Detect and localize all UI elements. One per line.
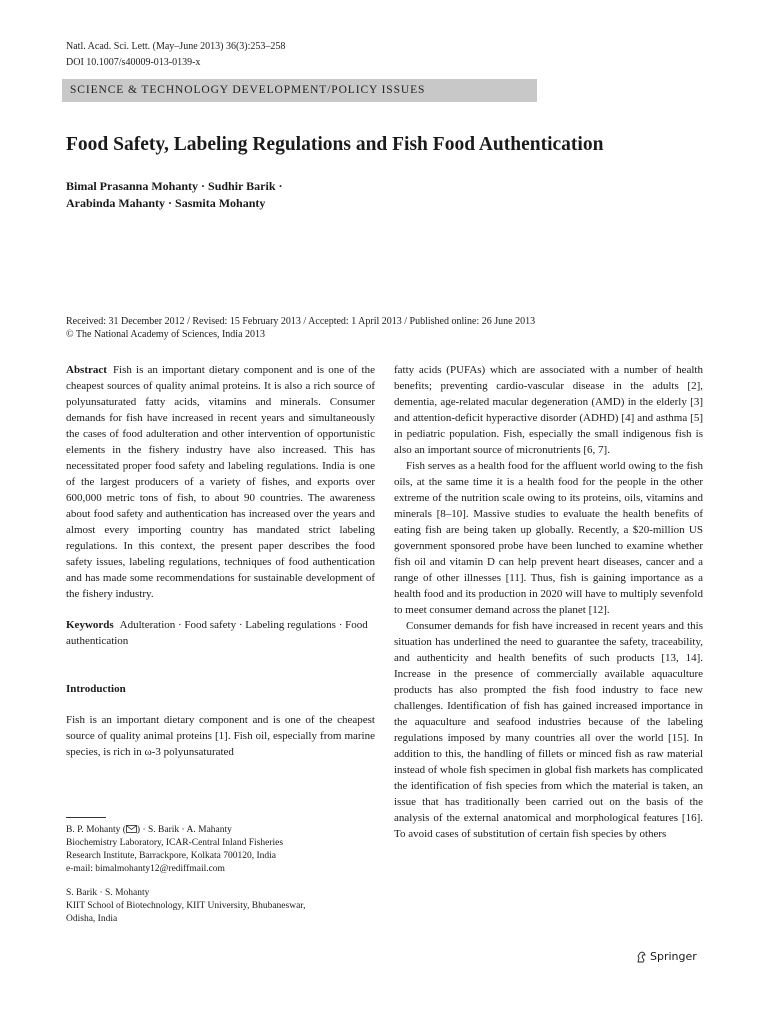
introduction-heading: Introduction <box>66 683 126 695</box>
keywords <box>66 617 375 649</box>
abstract-label: Abstract <box>66 364 107 376</box>
springer-horse-icon <box>636 951 647 963</box>
publisher-name: Springer <box>650 950 697 963</box>
body-paragraph-2: Fish serves as a health food for the affluent world owing to the fish oils, at the same time it is a health food for the people in the other extreme of the nutrition scale owing to its proteins, oils, vitamins and minerals [8–10]. Massive studies to evaluate the health benefits of eating fish are being taken up globally. Recently, a $20-million US government sponsored probe have been lunched to examine whether fish oil and vitamin D can help prevent heart diseases, cancer and a range of other illnesses [11]. Thus, fish is gaining importance as a health food and its production in 2020 will have to multiply sevenfold to meet consumer demand across the planet [12]. <box>394 460 703 616</box>
affiliation-2-dept: KIIT School of Biotechnology, KIIT University, Bhubaneswar, <box>66 901 306 911</box>
affiliation-1 <box>66 824 283 876</box>
authors-line-2: Arabinda Mahanty · Sasmita Mohanty <box>66 196 266 210</box>
author-list <box>66 178 283 212</box>
abstract <box>66 362 375 602</box>
affiliation-1-dept: Biochemistry Laboratory, ICAR-Central Inland Fisheries <box>66 838 284 848</box>
footnote-rule <box>66 817 106 818</box>
copyright: © The National Academy of Sciences, India 2013 <box>66 329 266 340</box>
affiliation-2 <box>66 887 305 926</box>
introduction-text: Fish is an important dietary component and is one of the cheapest source of quality animal proteins [1]. Fish oil, especially from marine species, is rich in ω-3 polyunsaturated <box>66 714 375 758</box>
affiliation-1-address: Research Institute, Barrackpore, Kolkata 700120, India <box>66 851 276 861</box>
abstract-text: Fish is an important dietary component and is one of the cheapest sources of quality animal proteins. It is also a rich source of polyunsaturated fatty acids, vitamins and minerals. Consumer demands for fish have increased in recent years and simultaneously the cases of food adulteration and other intervention of opportunistic elements in the fishery industry have also increased. This has necessitated proper food safety and labeling regulations. India is one of the largest producers of a variety of fishes, and exports over 600,000 metric tons of fish, to about 90 countries. The awareness about food safety and authentication has increased over the years and almost every importing country has mandated strict labeling regulations. In this context, the present paper describes the food safety issues, labeling regulations, techniques of food authentication and has made some recommendations for sustainable development of the fishery industry. <box>66 364 375 600</box>
publisher-logo <box>636 950 697 964</box>
keywords-text: Adulteration · Food safety · Labeling regulations · Food authentication <box>66 619 368 647</box>
body-paragraph-3: Consumer demands for fish have increased in recent years and this situation has underlined the need to guarantee the safety, traceability, and authenticity and health benefits of such products [13, 14]. Increase in the presence of commercially available aquaculture products has also prompted the fish food industry to face new challenges. Identification of fish has gained increased importance in the aquaculture and seafood industries because of the labeling regulations imposed by many countries all over the world [15]. In addition to this, the handling of fillets or minced fish as raw material instead of whole fish specimen in global fish markets has complicated the identification of fish species from which the material is taken, an issue that has traditionally been carried out on the basis of the analysis of the external anatomical and morphological features [16]. To avoid cases of substitution of certain fish species by others <box>394 620 703 840</box>
article-title: Food Safety, Labeling Regulations and Fish Food Authentication <box>66 134 604 155</box>
affiliation-2-names: S. Barik · S. Mohanty <box>66 888 150 898</box>
left-column <box>66 362 375 760</box>
keywords-label: Keywords <box>66 619 114 631</box>
affiliation-1-names: B. P. Mohanty ( ) · S. Barik · A. Mahanty <box>66 825 232 835</box>
body-paragraph-1: fatty acids (PUFAs) which are associated with a number of health benefits; preventing cardio-vascular disease in the adults [2], dementia, age-related macular degeneration (AMD) in the elderly [3] and attention-deficit hyperactive disorder (ADHD) [4] and asthma [5] in pediatric population. Fish, especially the small indigenous fish is also an important source of micronutrients [6, 7]. <box>394 364 703 456</box>
journal-citation: Natl. Acad. Sci. Lett. (May–June 2013) 36(3):253–258 <box>66 41 286 52</box>
article-dates <box>66 315 535 341</box>
affiliation-2-address: Odisha, India <box>66 914 118 924</box>
authors-line-1: Bimal Prasanna Mohanty · Sudhir Barik · <box>66 179 283 193</box>
doi[interactable]: DOI 10.1007/s40009-013-0139-x <box>66 57 201 68</box>
category-banner: SCIENCE & TECHNOLOGY DEVELOPMENT/POLICY ISSUES <box>62 79 537 102</box>
corresponding-email[interactable]: e-mail: bimalmohanty12@rediffmail.com <box>66 864 225 874</box>
right-column <box>394 362 703 842</box>
envelope-icon[interactable] <box>126 825 137 833</box>
history-dates: Received: 31 December 2012 / Revised: 15 February 2013 / Accepted: 1 April 2013 / Published online: 26 June 2013 <box>66 316 536 327</box>
